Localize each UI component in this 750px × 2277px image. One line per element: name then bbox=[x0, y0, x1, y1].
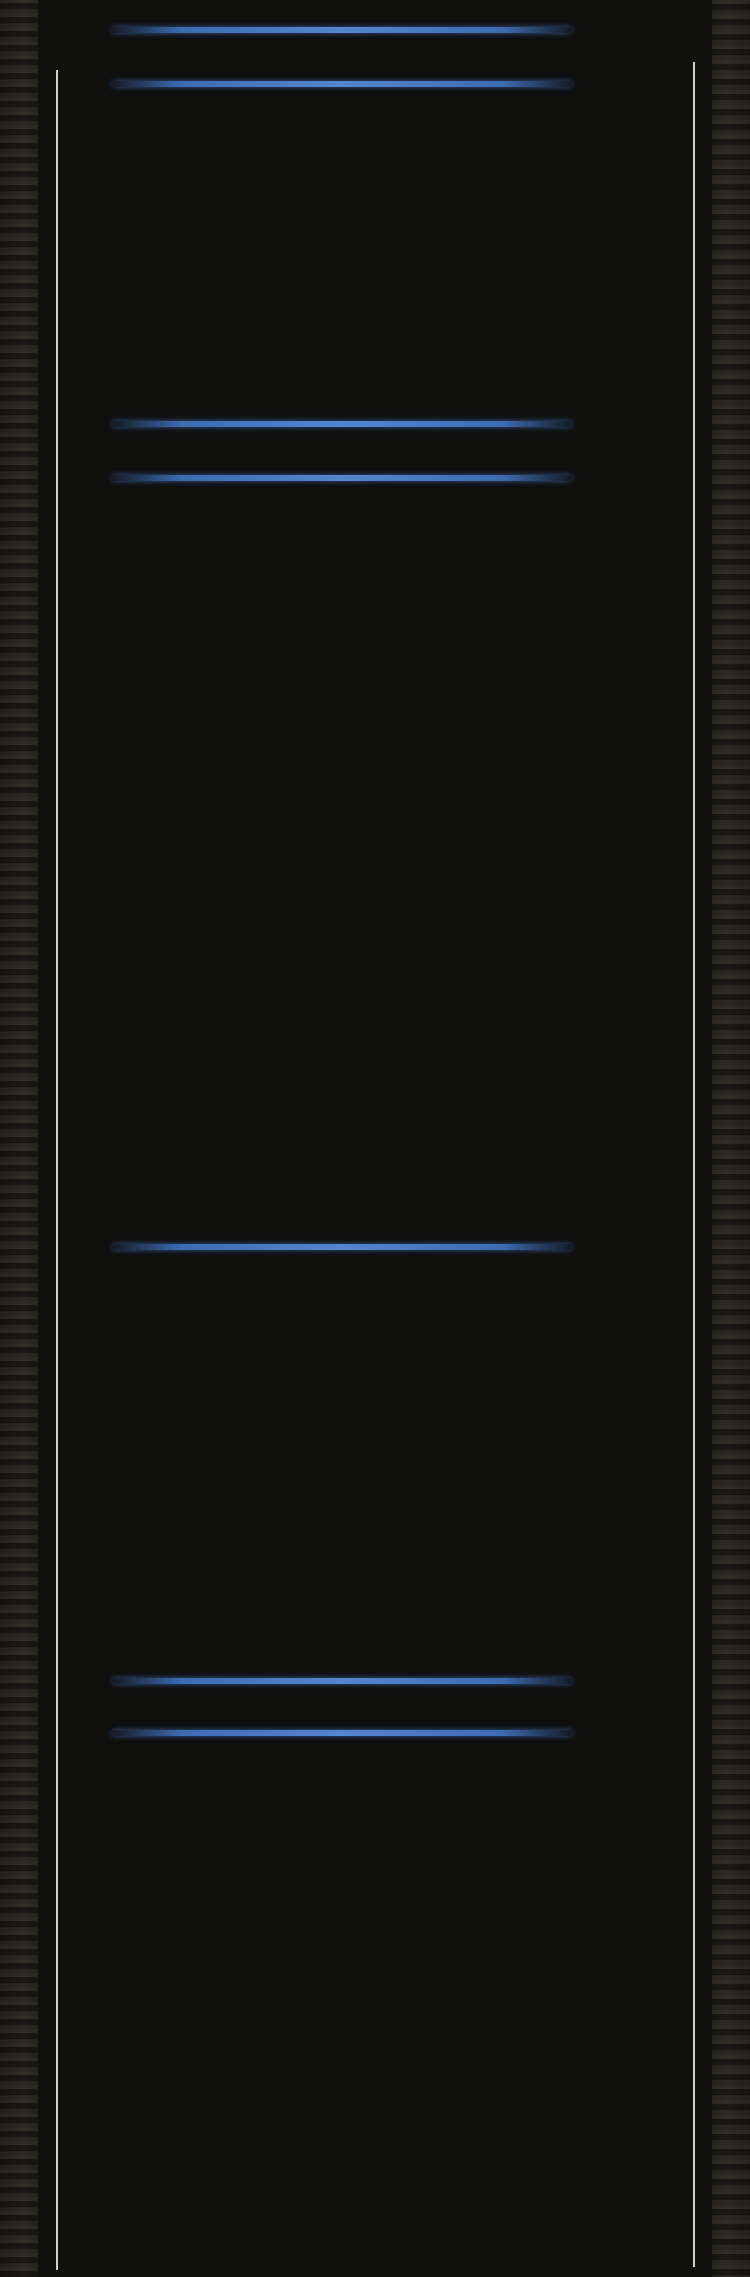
content-panel bbox=[38, 0, 712, 2277]
divider-bar bbox=[112, 27, 572, 33]
divider-bar bbox=[112, 1730, 572, 1736]
left-vertical-rule bbox=[56, 70, 58, 2270]
right-vertical-rule bbox=[693, 62, 695, 2267]
divider-bar bbox=[112, 421, 572, 427]
divider-bar bbox=[112, 475, 572, 481]
divider-bar bbox=[112, 1678, 572, 1684]
divider-bar bbox=[112, 81, 572, 87]
divider-bar bbox=[112, 1244, 572, 1250]
